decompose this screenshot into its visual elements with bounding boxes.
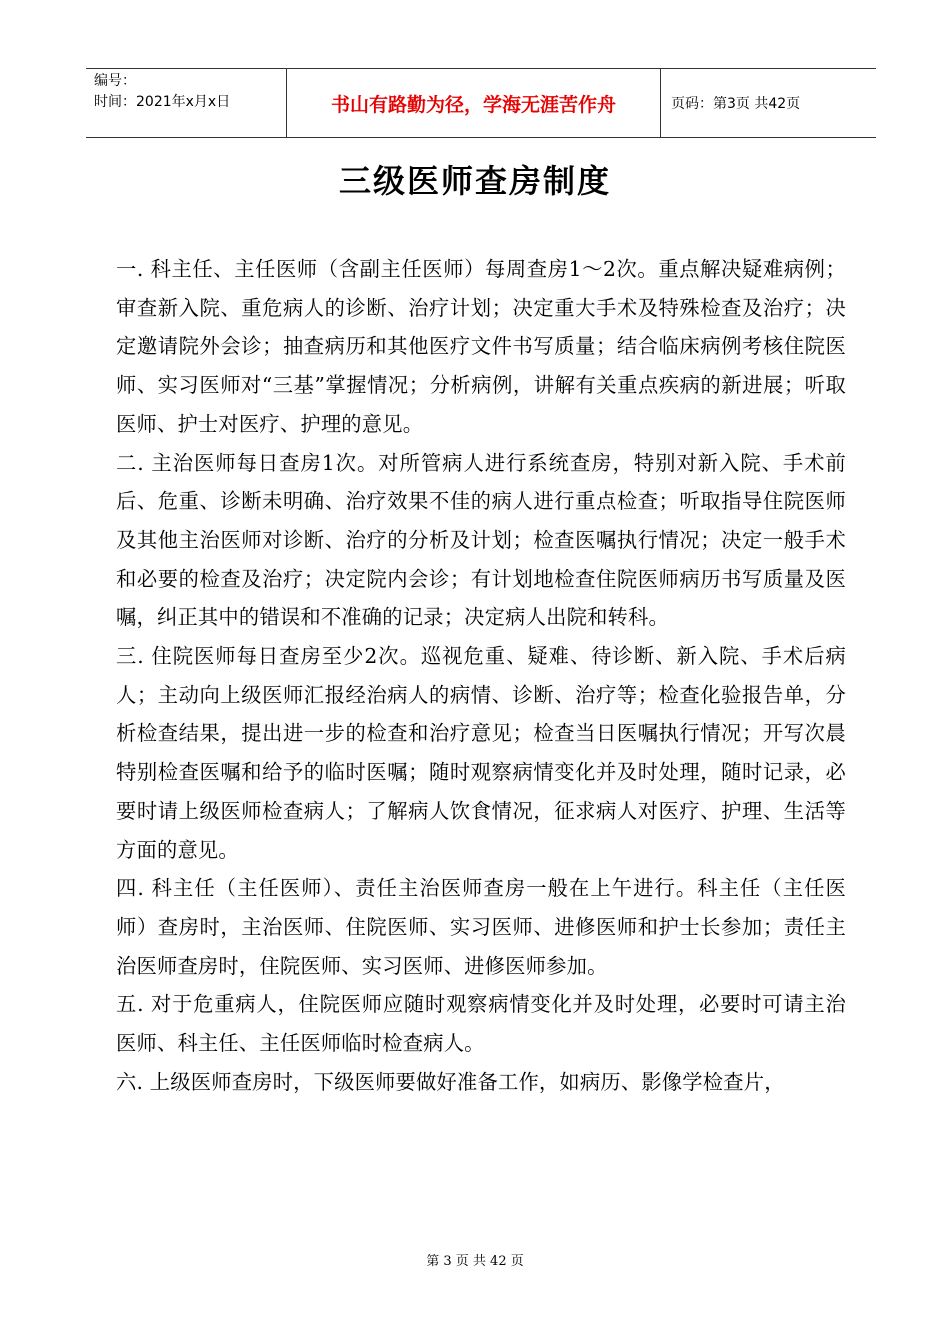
header-page-info: 页码：第3页 共42页 (671, 96, 801, 112)
paragraph: 四. 科主任（主任医师）、责任主治医师查房一般在上午进行。科主任（主任医师）查房时，主治医师、住院医师、实习医师、进修医师和护士长参加；责任主治医师查房时，住院医师、实习医师、进修医师参加。 (116, 876, 846, 978)
paragraph: 三. 住院医师每日查房至少2次。巡视危重、疑难、待诊断、新入院、手术后病人；主动向上级医师汇报经治病人的病情、诊断、治疗等；检查化验报告单，分析检查结果，提出进一步的检查和治疗意见；检查当日医嘱执行情况；开写次晨特别检查医嘱和给予的临时医嘱；随时观察病情变化并及时处理，随时记录，必要时请上级医师检查病人；了解病人饮食情况，征求病人对医疗、护理、生活等方面的意见。 (116, 644, 846, 862)
paragraph: 一. 科主任、主任医师（含副主任医师）每周查房1～2次。重点解决疑难病例；审查新入院、重危病人的诊断、治疗计划；决定重大手术及特殊检查及治疗；决定邀请院外会诊；抽查病历和其他医疗文件书写质量；结合临床病例考核住院医师、实习医师对“三基”掌握情况；分析病例，讲解有关重点疾病的新进展；听取医师、护士对医疗、护理的意见。 (116, 257, 846, 436)
document-time-label: 时间：2021年x月x日 (94, 94, 231, 110)
header-meta (86, 69, 286, 137)
paragraph: 六. 上级医师查房时，下级医师要做好准备工作，如病历、影像学检查片， (116, 1069, 785, 1094)
page-header (86, 68, 876, 138)
paragraph: 五. 对于危重病人，住院医师应随时观察病情变化并及时处理，必要时可请主治医师、科主任、主任医师临时检查病人。 (116, 992, 846, 1056)
header-motto: 书山有路勤为径，学海无涯苦作舟 (286, 69, 661, 137)
document-number-label: 编号： (94, 73, 136, 89)
document-body (116, 250, 846, 1101)
page-footer: 第 3 页 共 42 页 (426, 1254, 524, 1269)
document-title: 三级医师查房制度 (338, 162, 611, 200)
paragraph: 二. 主治医师每日查房1次。对所管病人进行系统查房，特别对新入院、手术前后、危重、诊断未明确、治疗效果不佳的病人进行重点检查；听取指导住院医师及其他主治医师对诊断、治疗的分析及计划；检查医嘱执行情况；决定一般手术和必要的检查及治疗；决定院内会诊；有计划地检查住院医师病历书写质量及医嘱，纠正其中的错误和不准确的记录；决定病人出院和转科。 (116, 450, 846, 630)
